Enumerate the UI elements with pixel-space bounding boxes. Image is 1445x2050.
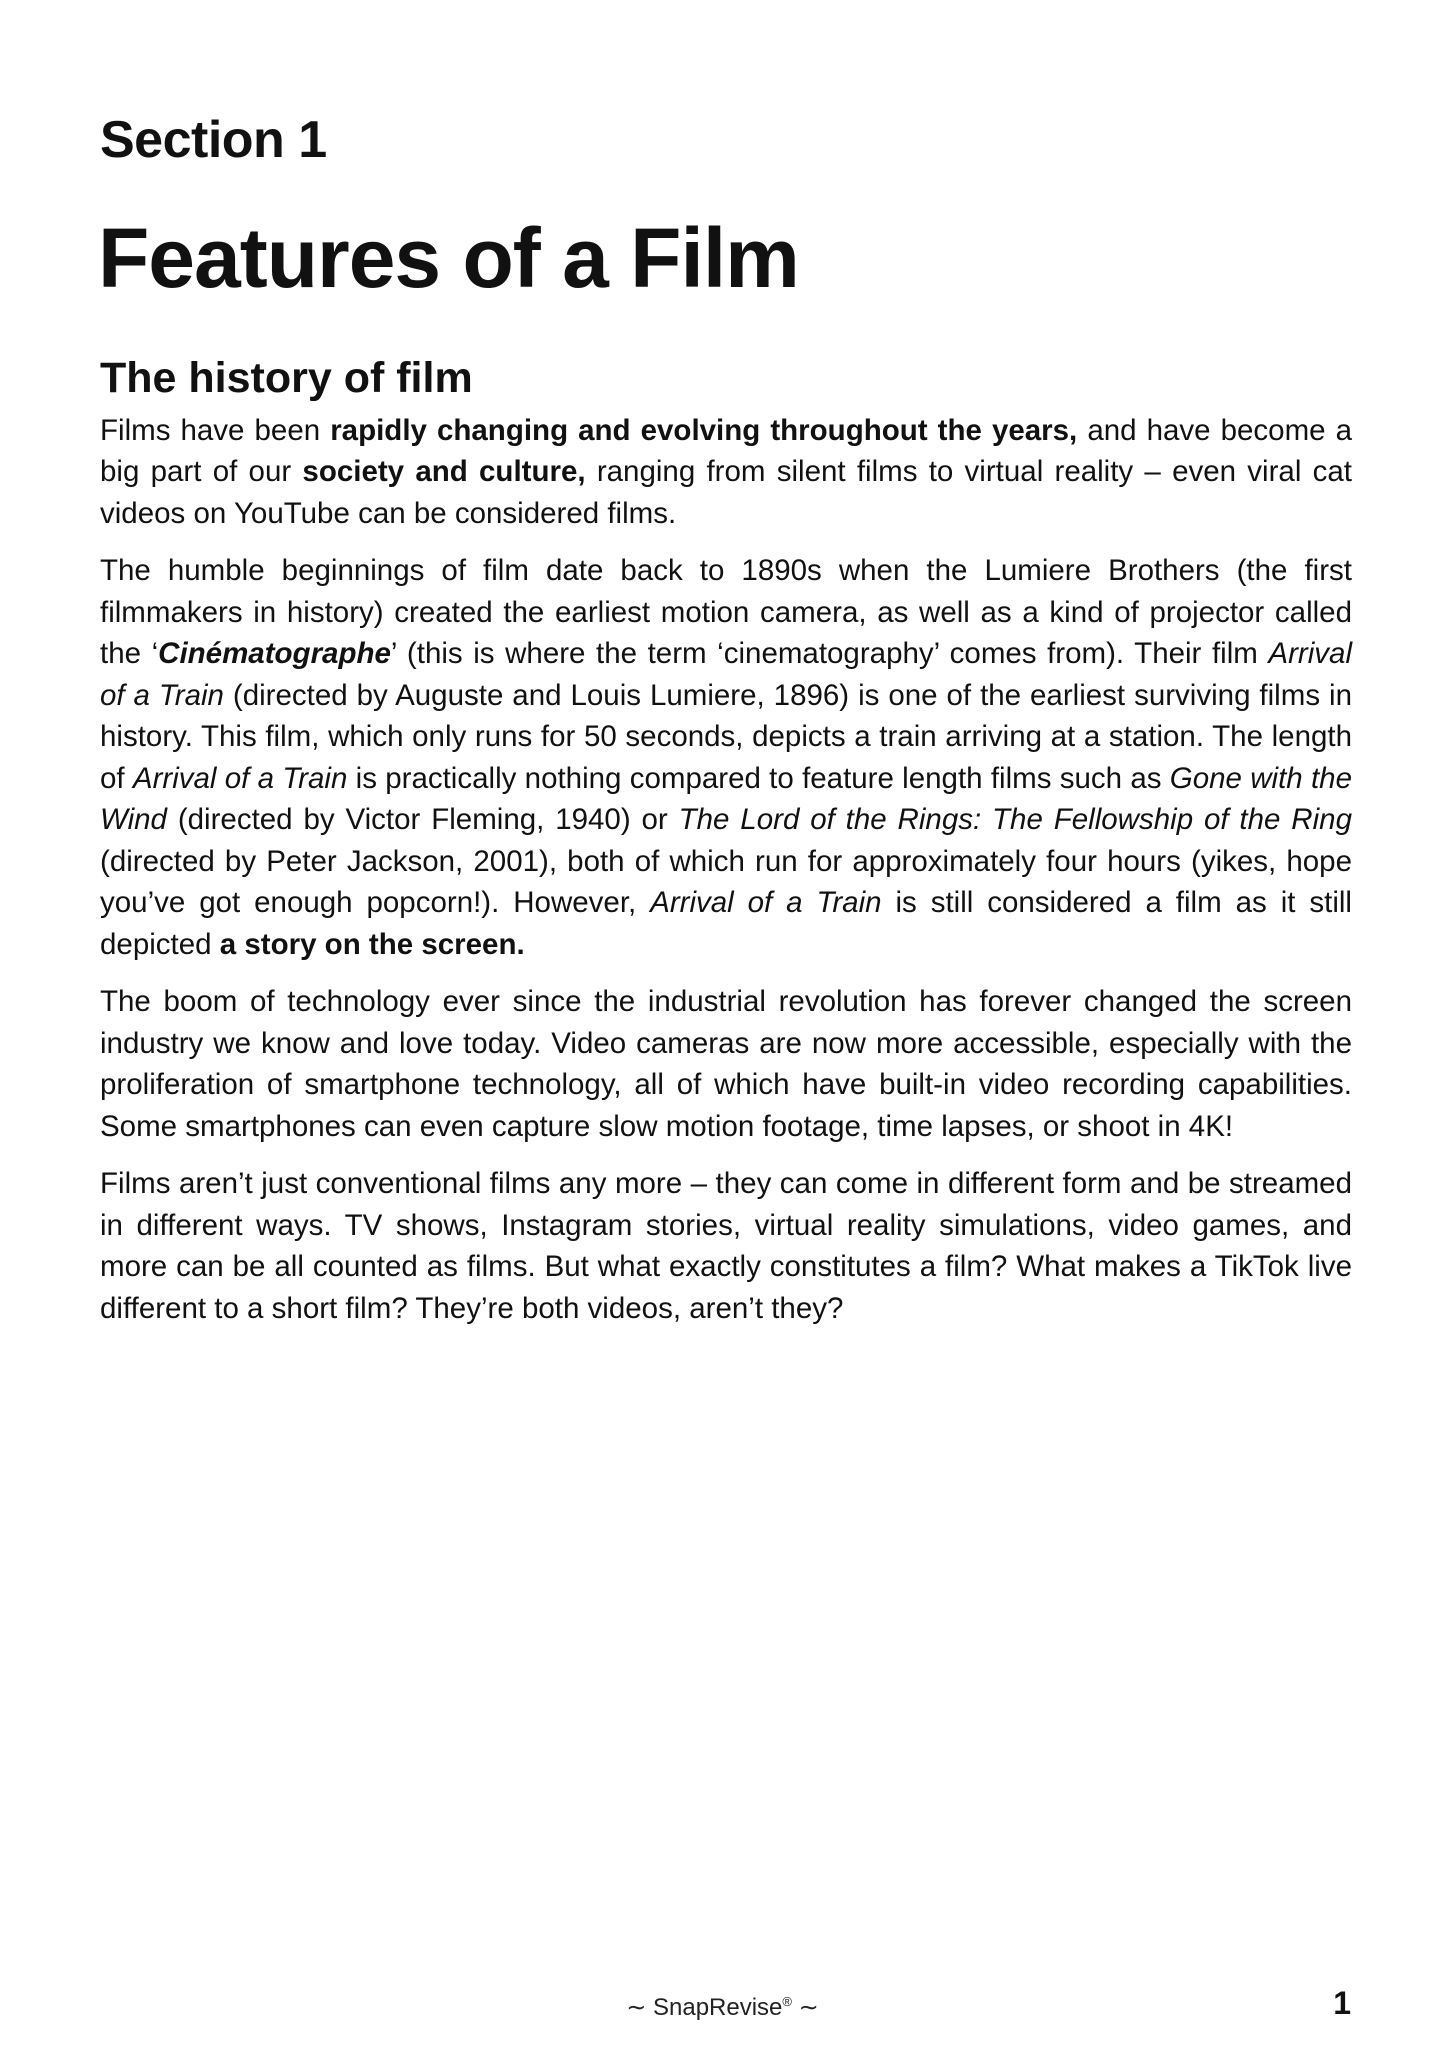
text-run: Films aren’t just conventional films any more – they can come in different form and be streamed in different ways. TV shows, Instagram stories, virtual reality simulations, video games, and more can be all counted as films. But what exactly constitutes a film? What makes a TikTok live different to a short film? They’re both videos, aren’t they? bbox=[100, 1167, 1352, 1325]
text-run: The boom of technology ever since the industrial revolution has forever changed the screen industry we know and love today. Video cameras are now more accessible, especially with the proliferation of smartphone technology, all of which have built-in video recording capabilities. Some smartphones can even capture slow motion footage, time lapses, or shoot in 4K! bbox=[100, 985, 1352, 1143]
tilde-right: ∼ bbox=[798, 1994, 819, 2021]
italic-text-run: Gone with the Wind bbox=[100, 761, 1352, 837]
italic-text-run: Arrival of a Train bbox=[132, 761, 348, 795]
chapter-title: Features of a Film bbox=[98, 211, 799, 305]
footer-brand bbox=[0, 1993, 1445, 2022]
bold-text-run: a story on the screen. bbox=[219, 927, 525, 961]
text-run: Films have been bbox=[100, 413, 331, 447]
bold-text-run: rapidly changing and evolving throughout the years, bbox=[330, 413, 1078, 447]
main-content bbox=[100, 352, 1352, 1345]
section-label: Section 1 bbox=[100, 111, 327, 169]
paragraph-list bbox=[100, 410, 1352, 1330]
paragraph bbox=[100, 1163, 1352, 1329]
italic-text-run: The Lord of the Rings: The Fellowship of the Ring bbox=[678, 803, 1352, 837]
brand-name: SnapRevise bbox=[652, 1994, 783, 2021]
registered-mark: ® bbox=[782, 1994, 792, 2009]
page-number: 1 bbox=[1333, 1985, 1351, 2021]
text-run: is still considered a film as it still depicted bbox=[100, 886, 1352, 961]
text-run: (directed by Auguste and Louis Lumiere, 1896) is one of the earliest surviving films in history. This film, which only runs for 50 seconds, depicts a train arriving at a station. The length of bbox=[100, 678, 1352, 795]
subheading: The history of film bbox=[100, 354, 473, 402]
text-run: (directed by Victor Fleming, 1940) or bbox=[166, 803, 679, 837]
tilde-left: ∼ bbox=[626, 1994, 647, 2021]
paragraph bbox=[100, 410, 1352, 535]
paragraph bbox=[100, 981, 1352, 1147]
bold-text-run: society and culture, bbox=[302, 455, 586, 489]
paragraph bbox=[100, 550, 1352, 965]
text-run: ranging from silent films to virtual reality – even viral cat videos on YouTube can be considered films. bbox=[100, 455, 1352, 530]
text-run: ’ (this is where the term ‘cinematography’ comes from). Their film bbox=[390, 637, 1269, 671]
text-run: The humble beginnings of film date back to 1890s when the Lumiere Brothers (the first filmmakers in history) created the earliest motion camera, as well as a kind of projector called the ‘ bbox=[100, 554, 1352, 671]
italic-text-run: Arrival of a Train bbox=[100, 637, 1352, 712]
text-run: (directed by Peter Jackson, 2001), both of which run for approximately four hours (yikes, hope you’ve got enough popcorn!). However, bbox=[100, 844, 1352, 920]
text-run: and have become a big part of our bbox=[100, 413, 1352, 489]
bolditalic-text-run: Cinématographe bbox=[158, 637, 391, 671]
italic-text-run: Arrival of a Train bbox=[650, 886, 882, 920]
text-run: is practically nothing compared to feature length films such as bbox=[347, 761, 1170, 795]
